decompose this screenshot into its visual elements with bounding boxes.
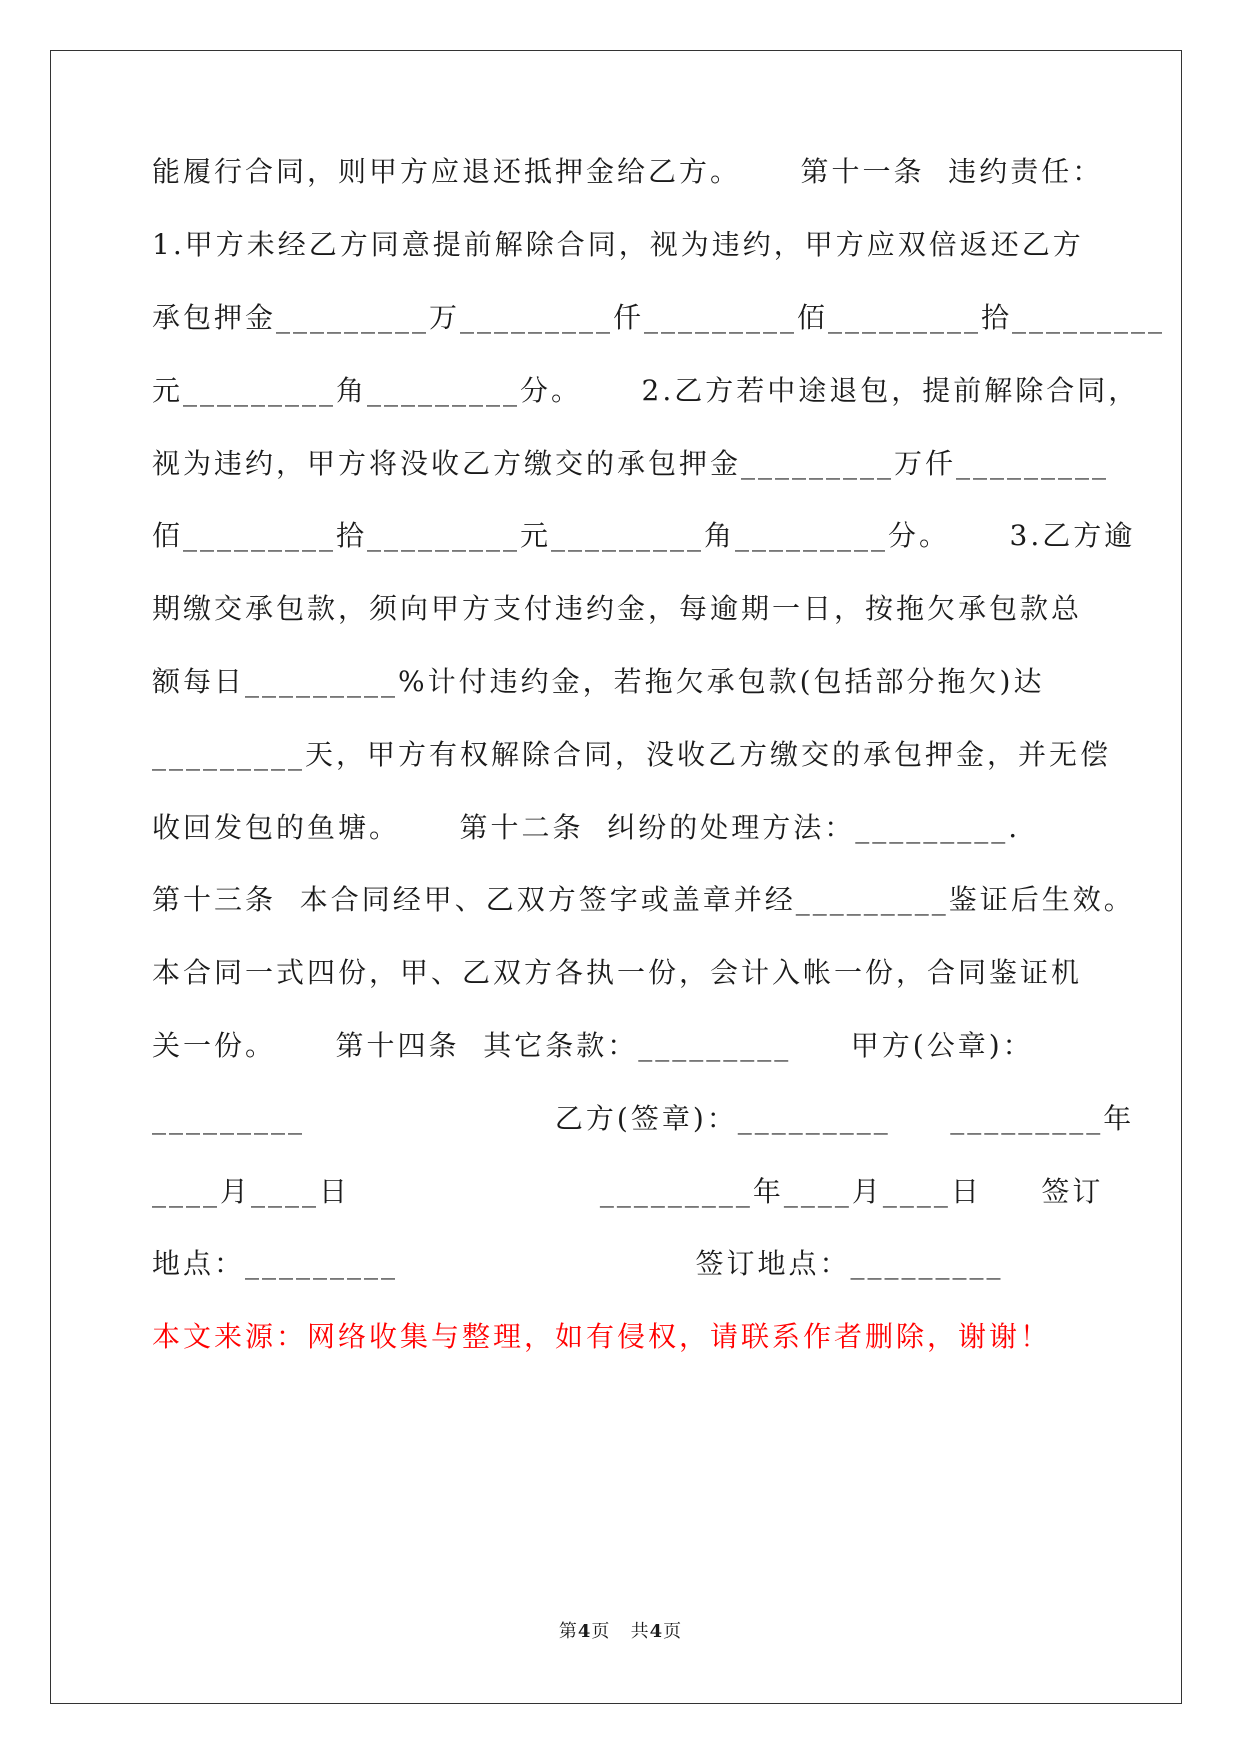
text-line: 本合同一式四份，甲、乙双方各执一份，会计入帐一份，合同鉴证机 bbox=[152, 956, 1083, 989]
text-line: 额每日_________%计付违约金，若拖欠承包款(包括部分拖欠)达 bbox=[152, 665, 1045, 698]
text-line: ____月____日 _________年____月____日 签订 bbox=[152, 1175, 1104, 1208]
total-page-count: 4 bbox=[649, 1621, 664, 1642]
text-line: 佰_________拾_________元_________角_________分。 3.乙方逾 bbox=[152, 519, 1136, 552]
text-line: 视为违约，甲方将没收乙方缴交的承包押金_________万仟_________ bbox=[152, 447, 1110, 480]
text-line: 关一份。 第十四条 其它条款：_________ 甲方(公章)： bbox=[152, 1029, 1034, 1062]
footer-total-prefix: 共 bbox=[630, 1621, 650, 1642]
page-number-footer bbox=[0, 1617, 1241, 1643]
footer-prefix: 第 bbox=[558, 1621, 578, 1642]
text-line: _________天，甲方有权解除合同，没收乙方缴交的承包押金，并无偿 bbox=[152, 738, 1112, 771]
source-footnote: 本文来源：网络收集与整理，如有侵权，请联系作者删除，谢谢！ bbox=[152, 1320, 1052, 1353]
text-line: 元_________角_________分。 2.乙方若中途退包，提前解除合同， bbox=[152, 374, 1140, 407]
text-line: 能履行合同，则甲方应退还抵押金给乙方。 第十一条 违约责任： bbox=[152, 155, 1104, 188]
footer-page-unit: 页 bbox=[591, 1621, 611, 1642]
current-page-number: 4 bbox=[577, 1621, 592, 1642]
text-line: 收回发包的鱼塘。 第十二条 纠纷的处理方法：_________. bbox=[152, 811, 1021, 844]
text-line: 1.甲方未经乙方同意提前解除合同，视为违约，甲方应双倍返还乙方 bbox=[152, 228, 1084, 261]
footer-total-unit: 页 bbox=[663, 1621, 683, 1642]
text-line: 第十三条 本合同经甲、乙双方签字或盖章并经_________鉴证后生效。 bbox=[152, 883, 1135, 916]
text-line: 地点：_________ 签订地点：_________ bbox=[152, 1247, 1004, 1280]
text-line: 期缴交承包款，须向甲方支付违约金，每逾期一日，按拖欠承包款总 bbox=[152, 592, 1083, 625]
text-line: 承包押金_________万_________仟_________佰_________拾_________ bbox=[152, 301, 1166, 334]
page-frame bbox=[50, 50, 1182, 1704]
text-line: _________ 乙方(签章)：_________ _________年 bbox=[152, 1102, 1135, 1135]
